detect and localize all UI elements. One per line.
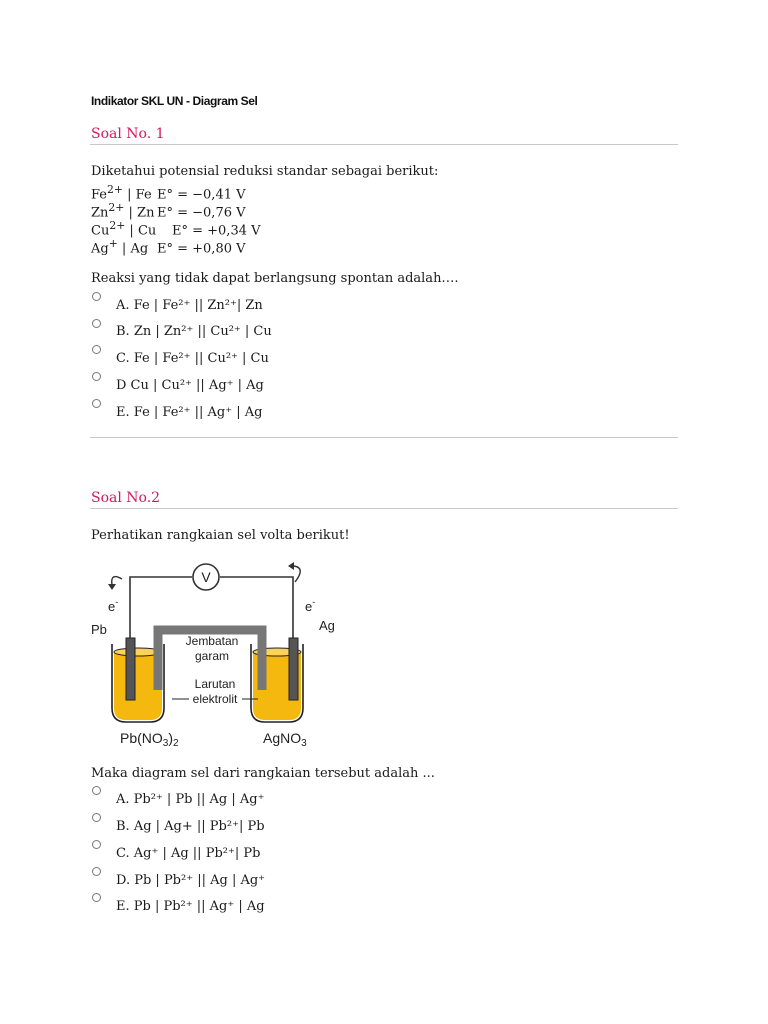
option-b-label[interactable]: B. Zn | Zn²⁺ || Cu²⁺ | Cu (116, 324, 272, 339)
solution-label: elektrolit (192, 692, 238, 706)
potential-row: Ag+ | Ag E° = +0,80 V (91, 237, 246, 257)
potential-metal: Fe (135, 187, 152, 203)
arrowhead-icon (288, 562, 294, 570)
lead-electrode (126, 638, 135, 700)
question-2-prompt: Maka diagram sel dari rangkaian tersebut adalah ... (91, 766, 435, 781)
option-e-label[interactable]: E. Pb | Pb²⁺ || Ag⁺ | Ag (116, 899, 265, 914)
voltmeter-label: V (201, 569, 211, 585)
potential-ion: Fe (91, 187, 108, 203)
option-a-radio[interactable] (92, 292, 101, 301)
electron-flow-arrow-left (112, 577, 122, 585)
potential-value: E° = −0,76 V (157, 205, 246, 221)
question-1-intro: Diketahui potensial reduksi standar sebagai berikut: (91, 164, 439, 179)
potential-ion: Ag (91, 241, 109, 257)
potential-metal: Cu (137, 223, 157, 239)
option-b-label[interactable]: B. Ag | Ag+ || Pb²⁺| Pb (116, 819, 265, 834)
silver-electrode (289, 638, 298, 700)
option-e-radio[interactable] (92, 893, 101, 902)
volta-cell-diagram (88, 560, 358, 750)
salt-bridge-label: garam (194, 649, 230, 663)
option-a-radio[interactable] (92, 786, 101, 795)
potential-value: E° = −0,41 V (157, 187, 246, 203)
potential-metal: Zn (137, 205, 155, 221)
solution-label: Larutan (194, 677, 236, 691)
potential-ion: Cu (91, 223, 110, 239)
option-b-radio[interactable] (92, 319, 101, 328)
arrowhead-icon (108, 584, 116, 590)
potential-value: E° = +0,80 V (157, 241, 246, 257)
option-c-radio[interactable] (92, 345, 101, 354)
potential-metal: Ag (130, 241, 149, 257)
option-c-label[interactable]: C. Ag⁺ | Ag || Pb²⁺| Pb (116, 846, 261, 861)
potential-charge: 2+ (109, 219, 126, 232)
question-2-intro: Perhatikan rangkaian sel volta berikut! (91, 528, 350, 543)
option-e-label[interactable]: E. Fe | Fe²⁺ || Ag⁺ | Ag (116, 405, 263, 420)
option-b-radio[interactable] (92, 813, 101, 822)
left-solution-label: $Pb(NO_3)_2$ (120, 730, 179, 749)
left-electrode-label: Pb (91, 622, 107, 637)
potential-value: E° = +0,34 V (172, 223, 261, 239)
right-solution-label: AgNO$_3$ (263, 730, 307, 749)
document-title: Indikator SKL UN - Diagram Sel (91, 94, 258, 108)
question-1-title: Soal No. 1 (91, 126, 165, 142)
option-d-label[interactable]: D Cu | Cu²⁺ || Ag⁺ | Ag (116, 378, 264, 393)
option-c-radio[interactable] (92, 840, 101, 849)
right-electrode-label: Ag (319, 618, 335, 633)
electron-flow-arrow-right (294, 566, 300, 582)
option-a-label[interactable]: A. Fe | Fe²⁺ || Zn²⁺| Zn (116, 298, 263, 313)
potential-charge: 2+ (107, 183, 123, 196)
potential-ion: Zn (91, 205, 109, 221)
potential-row: $Zn^{2+}$ | Zn E° = −0,76 V (91, 201, 246, 221)
option-c-label[interactable]: C. Fe | Fe²⁺ || Cu²⁺ | Cu (116, 351, 269, 366)
potential-row: $Cu^{2+}$ | Cu E° = +0,34 V (91, 219, 261, 239)
salt-bridge-label: Jembatan (185, 634, 239, 648)
option-a-label[interactable]: A. Pb²⁺ | Pb || Ag | Ag⁺ (116, 792, 265, 807)
section-divider (90, 437, 678, 438)
question-2-title: Soal No.2 (91, 490, 161, 506)
option-d-radio[interactable] (92, 372, 101, 381)
option-d-radio[interactable] (92, 867, 101, 876)
option-d-label[interactable]: D. Pb | Pb²⁺ || Ag | Ag⁺ (116, 873, 266, 888)
potential-row: $Fe^{2+}$ | Fe E° = −0,41 V (91, 183, 246, 203)
option-e-radio[interactable] (92, 399, 101, 408)
question-1-prompt: Reaksi yang tidak dapat berlangsung spontan adalah…. (91, 271, 459, 286)
electron-label-right: e- (305, 597, 316, 614)
section-divider (90, 508, 678, 509)
electron-label-left: e- (108, 597, 119, 614)
potential-charge: + (108, 237, 118, 250)
section-divider (90, 144, 678, 145)
potential-charge: 2+ (108, 201, 125, 214)
